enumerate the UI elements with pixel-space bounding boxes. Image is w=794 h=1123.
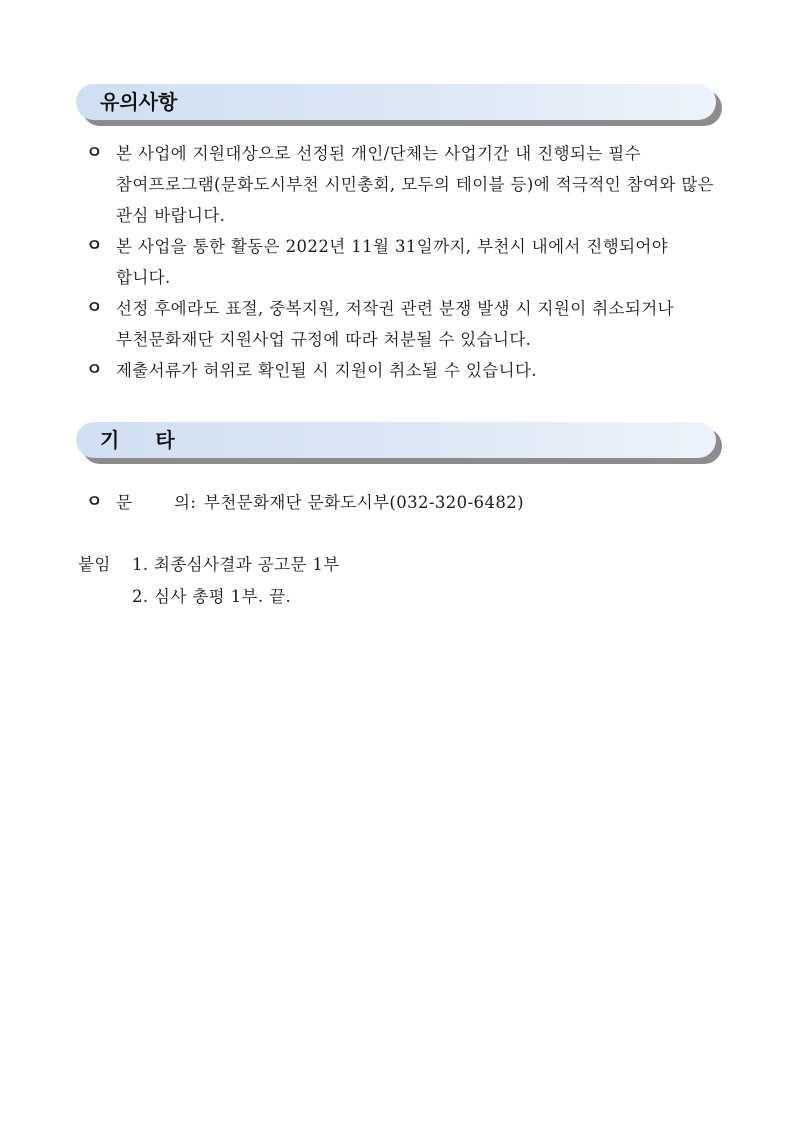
attachment-text: 최종심사결과 공고문 1부: [154, 555, 340, 574]
list-item: [86, 293, 726, 355]
attachment-number: 2.: [132, 587, 149, 606]
bullet-circle-icon: ㅇ: [86, 298, 103, 318]
attachments-label: 붙임: [78, 555, 111, 574]
bullet-circle-icon: ㅇ: [86, 360, 103, 380]
note-text: 선정 후에라도 표절, 중복지원, 저작권 관련 분쟁 발생 시 지원이 취소되거나 부천문화재단 지원사업 규정에 따라 처분될 수 있습니다.: [116, 299, 674, 349]
list-item: [86, 231, 726, 293]
note-text: 본 사업을 통한 활동은 2022년 11월 31일까지, 부천시 내에서 진행되어야 합니다.: [116, 237, 669, 287]
bullet-circle-icon: ㅇ: [86, 143, 103, 163]
etc-section-title: 기타: [100, 428, 211, 452]
etc-section-header: [76, 422, 716, 458]
contact-label-second: 의:: [174, 493, 197, 512]
contact-value: 부천문화재단 문화도시부(032-320-6482): [204, 493, 524, 512]
notes-section-title: 유의사항: [100, 90, 178, 114]
notes-list: [86, 138, 726, 386]
note-text: 본 사업에 지원대상으로 선정된 개인/단체는 사업기간 내 진행되는 필수 참여프로그램(문화도시부천 시민총회, 모두의 테이블 등)에 적극적인 참여와 많은 관심 바랍니다.: [116, 144, 715, 225]
attachment-text: 심사 총평 1부. 끝.: [154, 587, 292, 606]
contact-label-first: 문: [116, 493, 133, 512]
contact-label: [116, 487, 204, 518]
notes-section-header: [76, 84, 716, 120]
attachment-number: 1.: [132, 555, 149, 574]
list-item: [86, 138, 726, 231]
note-text: 제출서류가 허위로 확인될 시 지원이 취소될 수 있습니다.: [116, 361, 537, 380]
contact-line: [116, 487, 726, 518]
bullet-circle-icon: ㅇ: [86, 492, 103, 512]
list-item: [86, 355, 726, 386]
bullet-circle-icon: ㅇ: [86, 236, 103, 256]
contact-item: [86, 487, 726, 518]
etc-list: [86, 487, 726, 518]
